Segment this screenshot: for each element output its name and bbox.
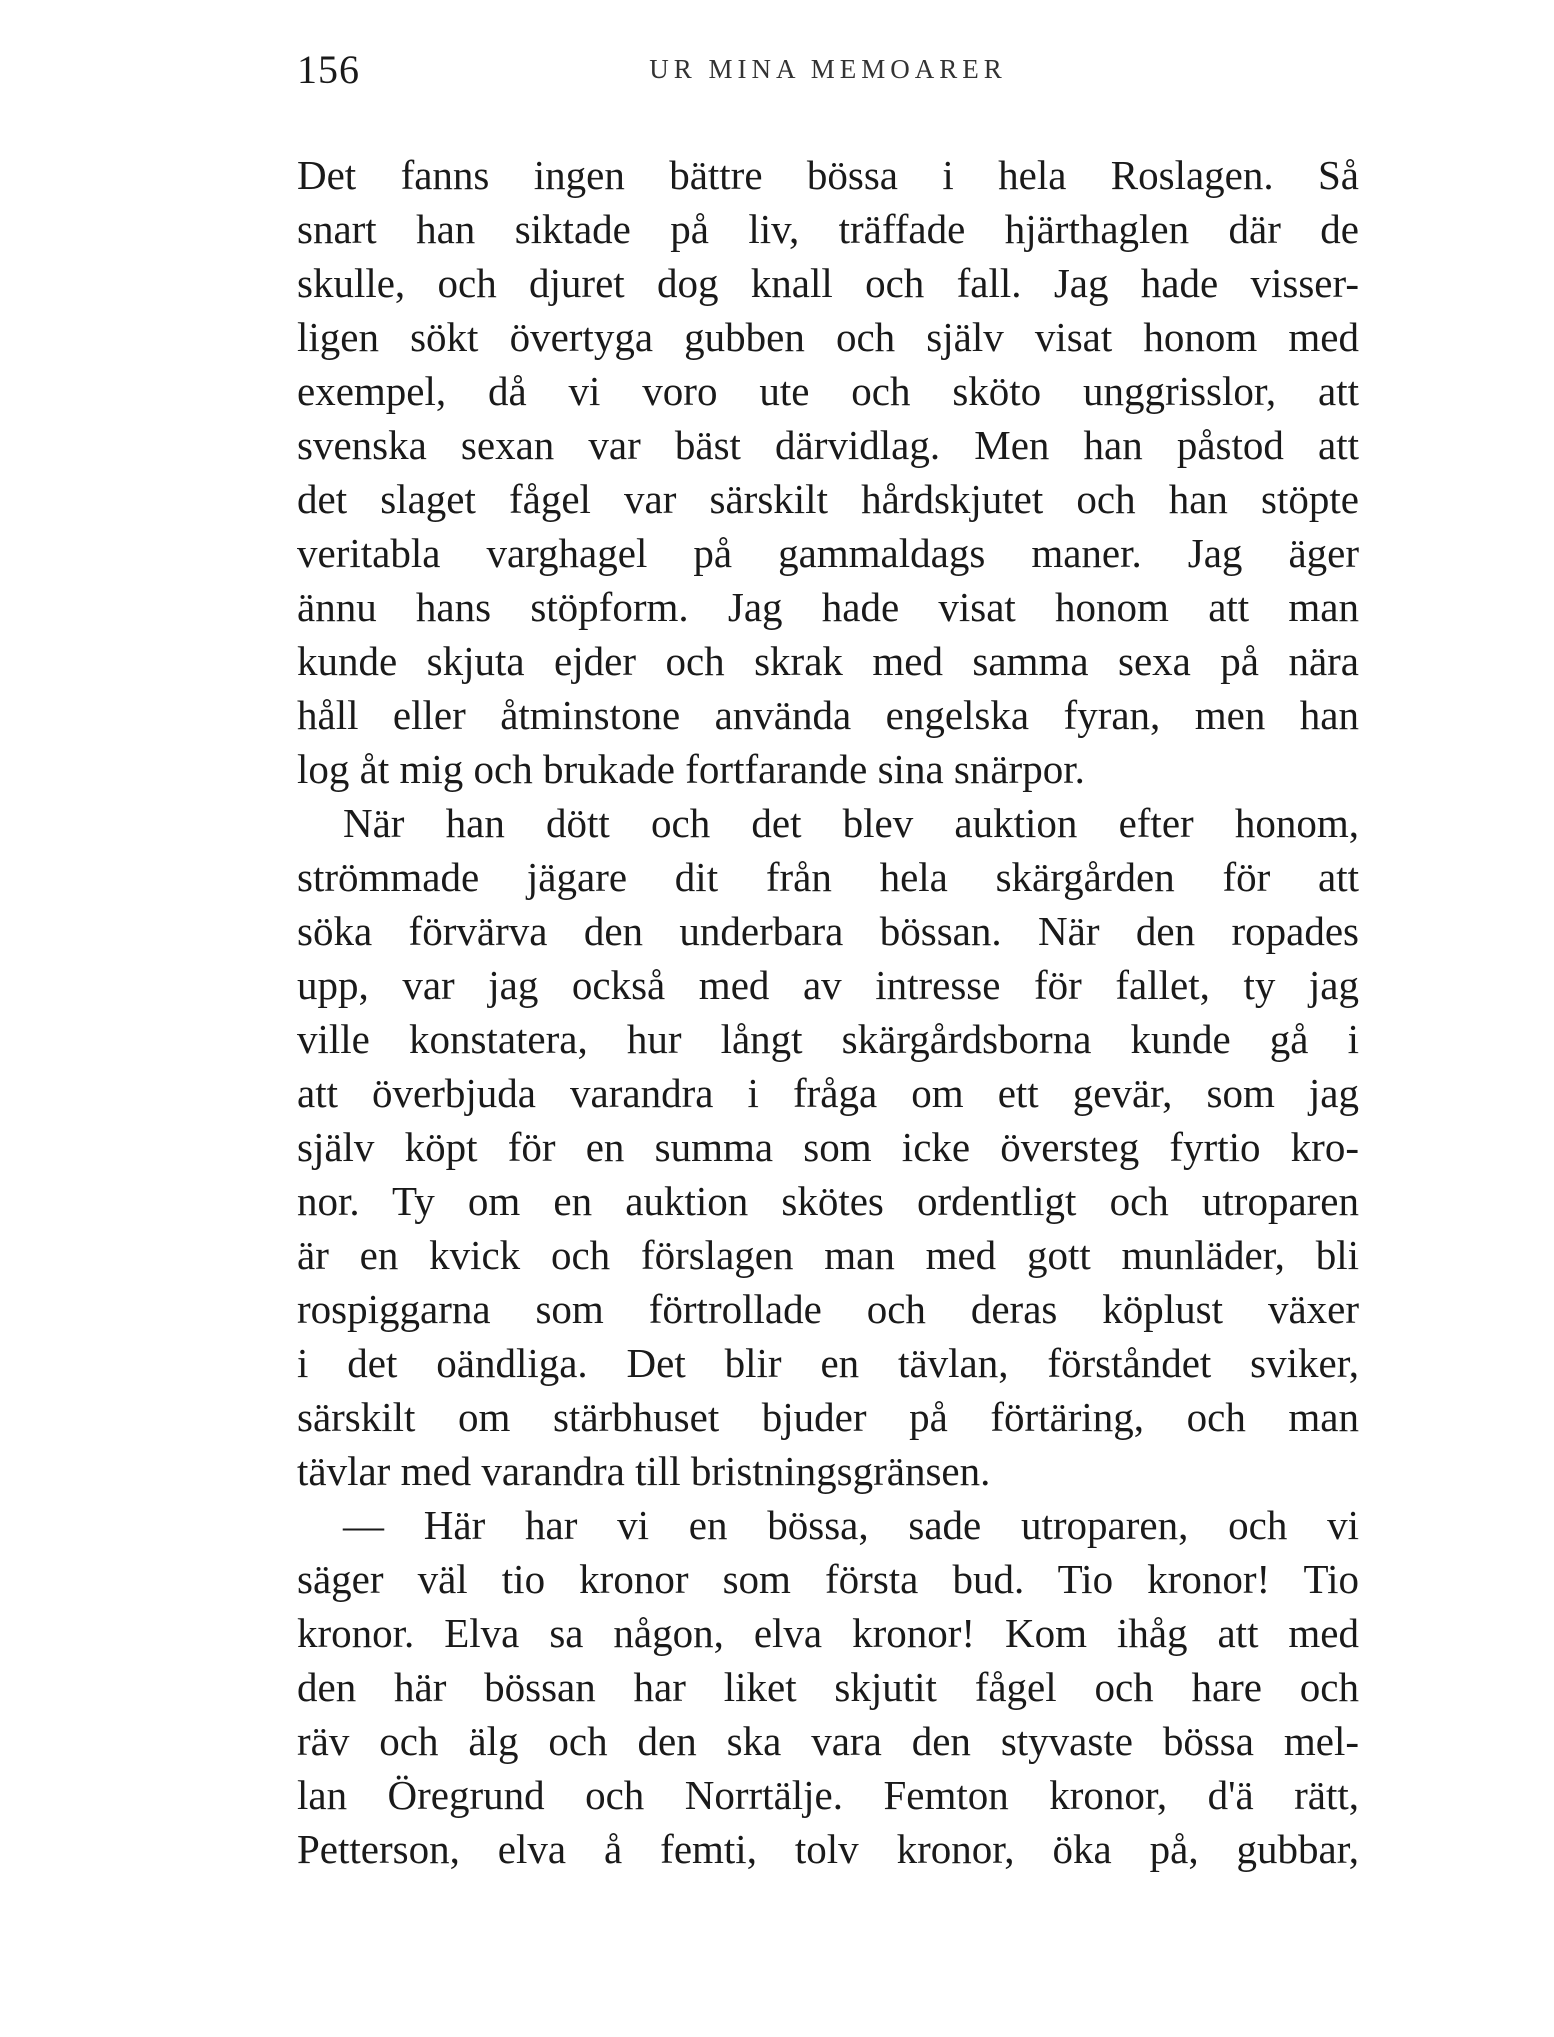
text-line: strömmade jägare dit från hela skärgården för att — [297, 854, 1359, 900]
text-line: Det fanns ingen bättre bössa i hela Roslagen. Så — [297, 152, 1359, 198]
text-line: söka förvärva den underbara bössan. När den ropades — [297, 908, 1359, 954]
text-line: ville konstatera, hur långt skärgårdsborna kunde gå i — [297, 1016, 1359, 1062]
text-line: När han dött och det blev auktion efter honom, — [343, 800, 1359, 846]
text-line: särskilt om stärbhuset bjuder på förtäring, och man — [297, 1394, 1359, 1440]
text-line: log åt mig och brukade fortfarande sina snärpor. — [297, 746, 1085, 792]
text-line: i det oändliga. Det blir en tävlan, förståndet sviker, — [297, 1340, 1359, 1386]
text-line: skulle, och djuret dog knall och fall. Jag hade visser- — [297, 260, 1359, 306]
text-line: själv köpt för en summa som icke översteg fyrtio kro- — [297, 1124, 1359, 1170]
text-line: nor. Ty om en auktion skötes ordentligt och utroparen — [297, 1178, 1359, 1224]
text-line: rospiggarna som förtrollade och deras köplust växer — [297, 1286, 1359, 1332]
text-line: den här bössan har liket skjutit fågel och hare och — [297, 1664, 1359, 1710]
text-line: kronor. Elva sa någon, elva kronor! Kom ihåg att med — [297, 1610, 1359, 1656]
text-line: exempel, då vi voro ute och sköto unggrisslor, att — [297, 368, 1359, 414]
text-line: ligen sökt övertyga gubben och själv visat honom med — [297, 314, 1359, 360]
text-line: säger väl tio kronor som första bud. Tio kronor! Tio — [297, 1556, 1359, 1602]
running-head — [297, 40, 1359, 100]
text-line: är en kvick och förslagen man med gott munläder, bli — [297, 1232, 1359, 1278]
text-line: håll eller åtminstone använda engelska fyran, men han — [297, 692, 1359, 738]
body-text — [297, 148, 1359, 1876]
text-line: snart han siktade på liv, träffade hjärthaglen där de — [297, 206, 1359, 252]
text-line: räv och älg och den ska vara den styvaste bössa mel- — [297, 1718, 1359, 1764]
text-line: det slaget fågel var särskilt hårdskjutet och han stöpte — [297, 476, 1359, 522]
text-line: Petterson, elva å femti, tolv kronor, öka på, gubbar, — [297, 1826, 1359, 1872]
text-line: lan Öregrund och Norrtälje. Femton kronor, d'ä rätt, — [297, 1772, 1359, 1818]
text-line: tävlar med varandra till bristningsgränsen. — [297, 1448, 991, 1494]
text-line: kunde skjuta ejder och skrak med samma sexa på nära — [297, 638, 1359, 684]
book-page — [297, 40, 1359, 1876]
text-line: upp, var jag också med av intresse för fallet, ty jag — [297, 962, 1359, 1008]
page-number: 156 — [297, 47, 360, 92]
text-line: ännu hans stöpform. Jag hade visat honom att man — [297, 584, 1359, 630]
text-line: svenska sexan var bäst därvidlag. Men han påstod att — [297, 422, 1359, 468]
text-line: — Här har vi en bössa, sade utroparen, och vi — [343, 1502, 1359, 1548]
running-title: UR MINA MEMOARER — [649, 54, 1007, 84]
text-line: veritabla varghagel på gammaldags maner. Jag äger — [297, 530, 1359, 576]
text-line: att överbjuda varandra i fråga om ett gevär, som jag — [297, 1070, 1359, 1116]
